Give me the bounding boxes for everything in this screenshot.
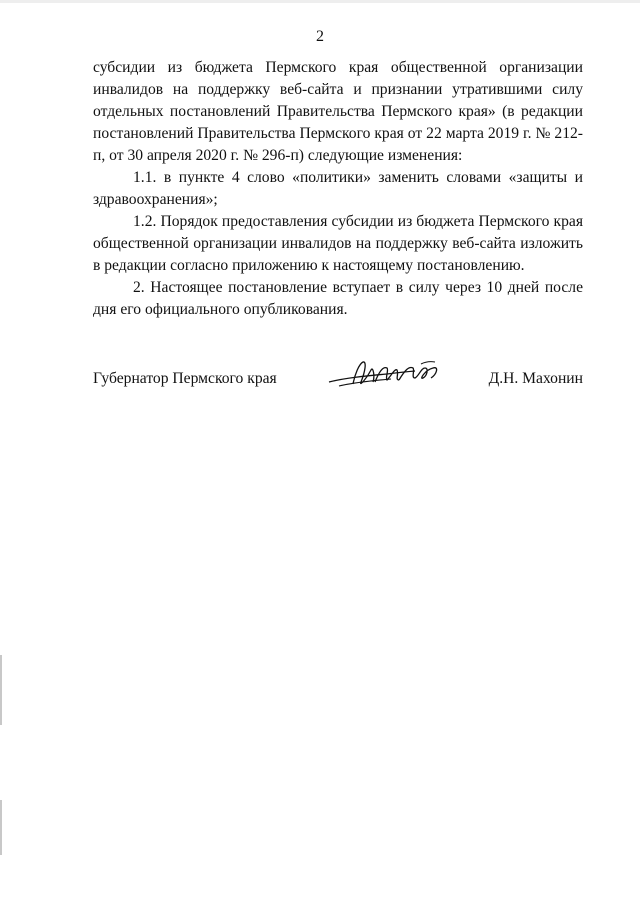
signer-title: Губернатор Пермского края — [93, 370, 277, 387]
signer-name: Д.Н. Махонин — [488, 370, 583, 387]
scan-edge-mark — [0, 800, 2, 855]
paragraph-item-1-1: 1.1. в пункте 4 слово «политики» заменить словами «защиты и здравоохранения»; — [93, 169, 583, 208]
paragraph-item-2: 2. Настоящее постановление вступает в силу через 10 дней после дня его официального опубликования. — [93, 279, 583, 318]
signature-block — [93, 370, 583, 394]
document-body — [93, 57, 583, 321]
page-number: 2 — [316, 28, 324, 45]
paragraph-continuation: субсидии из бюджета Пермского края общественной организации инвалидов на поддержку веб-сайта и признании утратившими силу отдельных постановлений Правительства Пермского края» (в редакции постановлений Правительства Пермского края от 22 марта 2019 г. № 212-п, от 30 апреля 2020 г. № 296-п) следующие изменения: — [93, 59, 583, 164]
scan-edge-mark — [0, 655, 2, 725]
handwritten-signature — [325, 356, 455, 396]
paragraph-item-1-2: 1.2. Порядок предоставления субсидии из бюджета Пермского края общественной организации инвалидов на поддержку веб-сайта изложить в редакции согласно приложению к настоящему постановлению. — [93, 213, 583, 274]
scan-top-edge — [0, 0, 640, 3]
